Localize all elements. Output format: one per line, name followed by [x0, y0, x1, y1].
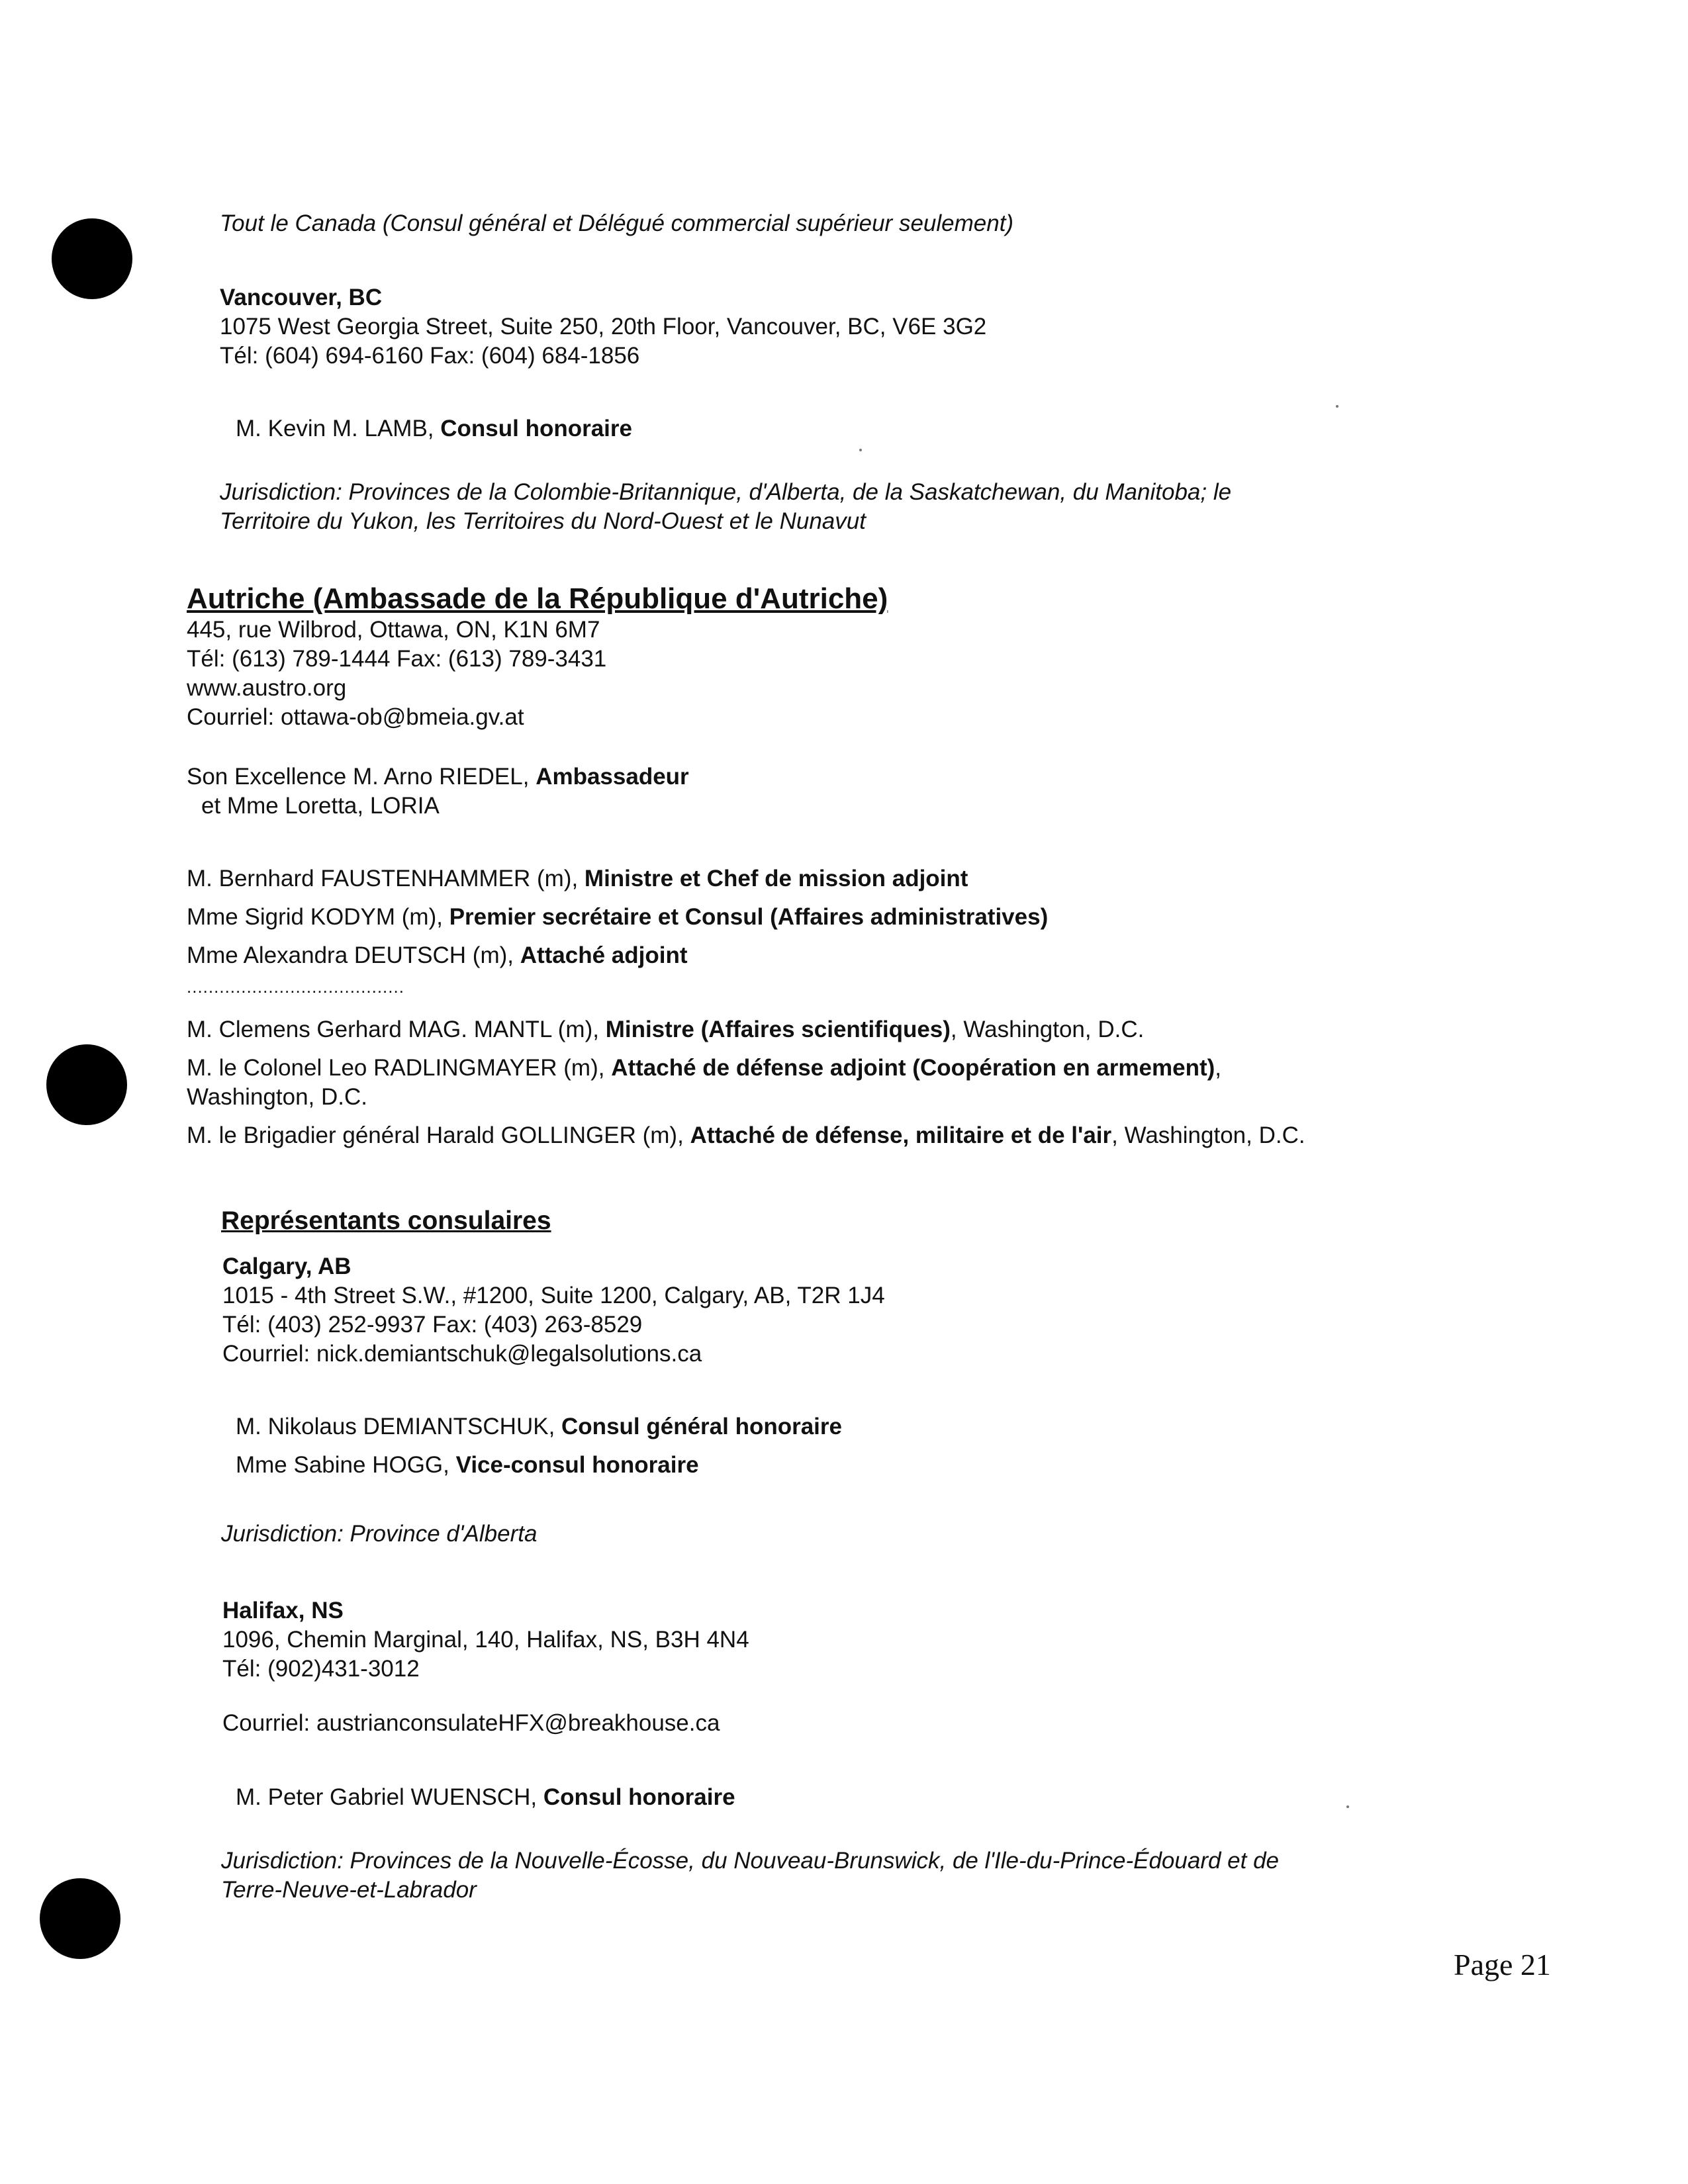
- halifax-block: [222, 1596, 749, 1684]
- phone-fax: Tél: (604) 694-6160 Fax: (604) 684-1856: [220, 343, 640, 369]
- jurisdiction: Jurisdiction: Province d'Alberta: [221, 1521, 538, 1547]
- address: 445, rue Wilbrod, Ottawa, ON, K1N 6M7: [187, 617, 600, 643]
- city-heading: Calgary, AB: [222, 1253, 352, 1279]
- person-title: Consul général honoraire: [561, 1414, 842, 1439]
- punch-hole-bottom: [40, 1878, 120, 1959]
- phone-fax: Tél: (403) 252-9937 Fax: (403) 263-8529: [222, 1312, 643, 1338]
- city-heading: Vancouver, BC: [220, 285, 383, 310]
- person-entry: [236, 1783, 735, 1812]
- staff-entry: [187, 1054, 1221, 1112]
- email-link[interactable]: Courriel: austrianconsulateHFX@breakhouse.ca: [222, 1710, 720, 1736]
- vancouver-block: [220, 283, 986, 371]
- jurisdiction-line: Territoire du Yukon, les Territoires du Nord-Ouest et le Nunavut: [220, 508, 866, 534]
- location-suffix: , Washington, D.C.: [950, 1017, 1145, 1042]
- phone: Tél: (902)431-3012: [222, 1656, 420, 1682]
- scope-note: Tout le Canada (Consul général et Délégué commercial supérieur seulement): [220, 210, 1014, 236]
- person-title: Premier secrétaire et Consul (Affaires administratives): [449, 904, 1049, 930]
- person-name: Mme Alexandra DEUTSCH (m),: [187, 942, 520, 968]
- staff-entry: [187, 941, 688, 970]
- person-name: M. Bernhard FAUSTENHAMMER (m),: [187, 866, 585, 891]
- scan-speck: [1336, 405, 1338, 408]
- punch-hole-middle: [46, 1044, 127, 1125]
- location-suffix: , Washington, D.C.: [1111, 1122, 1305, 1148]
- person-title: Ambassadeur: [536, 764, 689, 790]
- dotted-separator: ........................................: [187, 977, 404, 997]
- person-title: Attaché de défense, militaire et de l'air: [690, 1122, 1112, 1148]
- punch-hole-top: [52, 218, 132, 299]
- scan-speck: [1346, 1805, 1349, 1808]
- staff-entry: [187, 1015, 1144, 1044]
- jurisdiction: [221, 1846, 1279, 1905]
- person-entry: [236, 1451, 699, 1480]
- person-entry: [236, 1412, 842, 1441]
- jurisdiction-line: Jurisdiction: Provinces de la Nouvelle-Écosse, du Nouveau-Brunswick, de l'Ile-du-Prince-Édouard et de: [221, 1848, 1280, 1874]
- website-link[interactable]: www.austro.org: [187, 675, 347, 701]
- address: 1015 - 4th Street S.W., #1200, Suite 1200, Calgary, AB, T2R 1J4: [222, 1283, 885, 1308]
- email-link[interactable]: Courriel: ottawa-ob@bmeia.gv.at: [187, 704, 524, 730]
- location-suffix: ,: [1215, 1055, 1222, 1081]
- staff-entry: [187, 1121, 1305, 1150]
- address: 1075 West Georgia Street, Suite 250, 20th Floor, Vancouver, BC, V6E 3G2: [220, 314, 987, 340]
- person-name: M. Clemens Gerhard MAG. MANTL (m),: [187, 1017, 606, 1042]
- phone-fax: Tél: (613) 789-1444 Fax: (613) 789-3431: [187, 646, 607, 672]
- staff-entry: [187, 864, 968, 893]
- location-line: Washington, D.C.: [187, 1084, 367, 1110]
- person-name: M. Kevin M. LAMB,: [236, 416, 441, 441]
- jurisdiction-line: Terre-Neuve-et-Labrador: [221, 1877, 477, 1903]
- person-title: Attaché de défense adjoint (Coopération en armement): [611, 1055, 1215, 1081]
- person-title: Attaché adjoint: [520, 942, 688, 968]
- calgary-block: [222, 1252, 885, 1369]
- ambassador-entry: [187, 762, 689, 821]
- jurisdiction: [220, 478, 1231, 536]
- person-name: Mme Sabine HOGG,: [236, 1452, 456, 1478]
- person-title: Consul honoraire: [543, 1784, 735, 1810]
- person-name: Son Excellence M. Arno RIEDEL,: [187, 764, 536, 790]
- person-entry: [236, 414, 632, 443]
- person-title: Ministre et Chef de mission adjoint: [584, 866, 968, 891]
- email-link[interactable]: Courriel: nick.demiantschuk@legalsolutions.ca: [222, 1341, 702, 1367]
- person-title: Ministre (Affaires scientifiques): [605, 1017, 951, 1042]
- address: 1096, Chemin Marginal, 140, Halifax, NS, B3H 4N4: [222, 1627, 749, 1653]
- city-heading: Halifax, NS: [222, 1598, 344, 1623]
- spouse: et Mme Loretta, LORIA: [201, 793, 440, 819]
- scan-speck: [859, 449, 862, 451]
- person-name: M. Peter Gabriel WUENSCH,: [236, 1784, 543, 1810]
- person-name: M. le Brigadier général Harald GOLLINGER (m),: [187, 1122, 690, 1148]
- staff-entry: [187, 903, 1048, 932]
- person-name: Mme Sigrid KODYM (m),: [187, 904, 449, 930]
- person-name: M. Nikolaus DEMIANTSCHUK,: [236, 1414, 562, 1439]
- jurisdiction-line: Jurisdiction: Provinces de la Colombie-Britannique, d'Alberta, de la Saskatchewan, du Manitoba; le: [220, 479, 1232, 505]
- embassy-title: Autriche (Ambassade de la République d'Autriche): [187, 582, 888, 615]
- person-title: Vice-consul honoraire: [455, 1452, 699, 1478]
- page-number: Page 21: [1454, 1948, 1551, 1981]
- person-title: Consul honoraire: [440, 416, 632, 441]
- person-name: M. le Colonel Leo RADLINGMAYER (m),: [187, 1055, 612, 1081]
- embassy-contact: [187, 615, 606, 732]
- consular-heading: Représentants consulaires: [221, 1206, 551, 1235]
